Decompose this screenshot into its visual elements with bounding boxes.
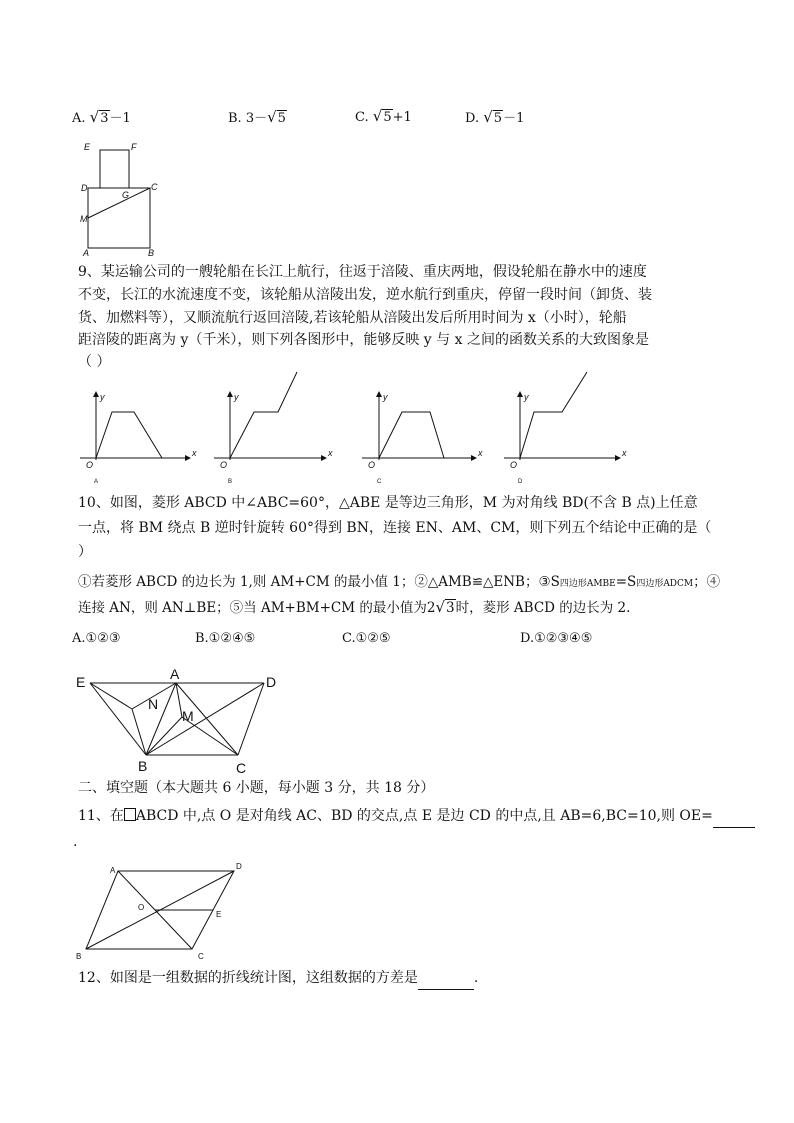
fig11-label-a: A <box>110 866 116 875</box>
q11-figure <box>70 855 250 963</box>
q10-option-a: A.①②③ <box>72 631 121 646</box>
fig8-label-f: F <box>131 142 137 152</box>
q8-option-c: C. √ 5+1 <box>355 107 412 125</box>
sqrt-symbol: √ 3 <box>435 597 455 619</box>
svg-text:y: y <box>524 392 529 402</box>
fig8-label-m: M <box>80 214 88 224</box>
fig8-label-c: C <box>151 182 158 192</box>
q10-statement-2: 连接 AN，则 AN⊥BE；⑤当 AM+BM+CM 的最小值为2√ 3时，菱形 ABCD 的边长为 2. <box>78 597 630 619</box>
fig8-label-d: D <box>81 183 88 193</box>
q9-answer-bracket: （ ） <box>78 354 111 370</box>
q8-option-a: A. √ 3－1 <box>72 107 131 126</box>
fig10-label-m: M <box>182 708 194 724</box>
q10-line-2: 一点，将 BM 绕点 B 逆时针旋转 60°得到 BN，连接 EN、AM、CM，则下列五个结论中正确的是（ <box>78 520 712 536</box>
q9-line-4: 距涪陵的距离为 y（千米），则下列各图形中，能够反映 y 与 x 之间的函数关系的大致图象是 <box>78 332 649 348</box>
svg-text:O: O <box>220 460 228 470</box>
fig10-label-e: E <box>76 674 86 690</box>
parallelogram-icon <box>124 808 136 821</box>
fig8-label-b: B <box>148 248 155 258</box>
graph-c <box>362 392 476 460</box>
svg-text:y: y <box>383 392 388 402</box>
q10-figure <box>72 665 292 777</box>
fig8-label-e: E <box>84 142 91 152</box>
sqrt-symbol: √ 5 <box>483 108 503 126</box>
fig11-label-o: O <box>138 903 145 912</box>
q11-answer-blank <box>713 806 755 828</box>
q8-figure <box>78 140 168 262</box>
q9-line-1: 9、某运输公司的一艘轮船在长江上航行，往返于涪陵、重庆两地，假设轮船在静水中的速度 <box>78 264 647 280</box>
svg-text:O: O <box>510 460 518 470</box>
q10-option-c: C.①②⑤ <box>342 631 391 646</box>
q9-line-3: 货、加燃料等），又顺流航行返回涪陵,若该轮船从涪陵出发后所用时间为 x（小时），轮船 <box>78 310 627 326</box>
q8-option-d: D. √ 5－1 <box>465 107 524 126</box>
q10-statement-1: ①若菱形 ABCD 的边长为 1,则 AM+CM 的最小值 1；②△AMB≌△ENB；③S四边形AMBE=S四边形ADCM；④ <box>78 574 721 590</box>
fig10-label-c: C <box>236 760 247 776</box>
section-2-heading: 二、填空题（本大题共 6 小题，每小题 3 分，共 18 分） <box>78 780 435 796</box>
q12-answer-blank <box>418 968 474 990</box>
svg-text:D: D <box>518 479 523 485</box>
svg-text:O: O <box>368 460 376 470</box>
svg-text:y: y <box>100 392 105 402</box>
fig11-label-d: D <box>236 862 242 871</box>
svg-text:y: y <box>234 392 239 402</box>
svg-text:A: A <box>94 479 99 485</box>
q10-option-b: B.①②④⑤ <box>195 631 256 646</box>
q9-line-2: 不变，长江的水流速度不变，该轮船从涪陵出发，逆水航行到重庆，停留一段时间（卸货、装 <box>78 287 652 303</box>
sqrt-symbol: √ 5 <box>267 108 287 126</box>
q8-option-b: B. 3－√ 5 <box>228 107 287 126</box>
fig10-label-d: D <box>266 674 277 690</box>
fig11-label-e: E <box>216 910 222 919</box>
svg-text:x: x <box>478 448 483 458</box>
sqrt-symbol: √ 5 <box>373 107 393 125</box>
fig10-label-n: N <box>148 696 159 712</box>
fig8-label-a: A <box>83 248 90 258</box>
svg-text:x: x <box>622 448 627 458</box>
fig11-label-c: C <box>198 952 204 961</box>
q11-line: 11、在 ABCD 中,点 O 是对角线 AC、BD 的交点,点 E 是边 CD 的中点,且 AB=6,BC=10,则 OE= <box>78 806 755 828</box>
fig10-label-b: B <box>138 758 148 774</box>
fig8-label-g: G <box>122 190 130 200</box>
q11-period: . <box>73 834 78 850</box>
q10-line-3: ） <box>78 544 92 560</box>
svg-text:B: B <box>228 479 233 485</box>
q9-graphs <box>72 370 632 485</box>
graph-d <box>504 372 620 460</box>
svg-text:x: x <box>328 448 333 458</box>
q10-line-1: 10、如图，菱形 ABCD 中∠ABC=60°，△ABE 是等边三角形，M 为对角线 BD(不含 B 点)上任意 <box>78 495 698 511</box>
svg-text:O: O <box>86 460 94 470</box>
fig11-label-b: B <box>76 952 82 961</box>
fig10-label-a: A <box>170 666 180 682</box>
sqrt-symbol: √ 3 <box>90 108 110 126</box>
q10-option-d: D.①②③④⑤ <box>520 631 593 646</box>
svg-text:C: C <box>377 479 382 485</box>
graph-a <box>80 392 190 460</box>
svg-text:x: x <box>192 448 197 458</box>
graph-b <box>214 372 326 460</box>
q12-line: 12、如图是一组数据的折线统计图，这组数据的方差是 . <box>78 968 478 990</box>
